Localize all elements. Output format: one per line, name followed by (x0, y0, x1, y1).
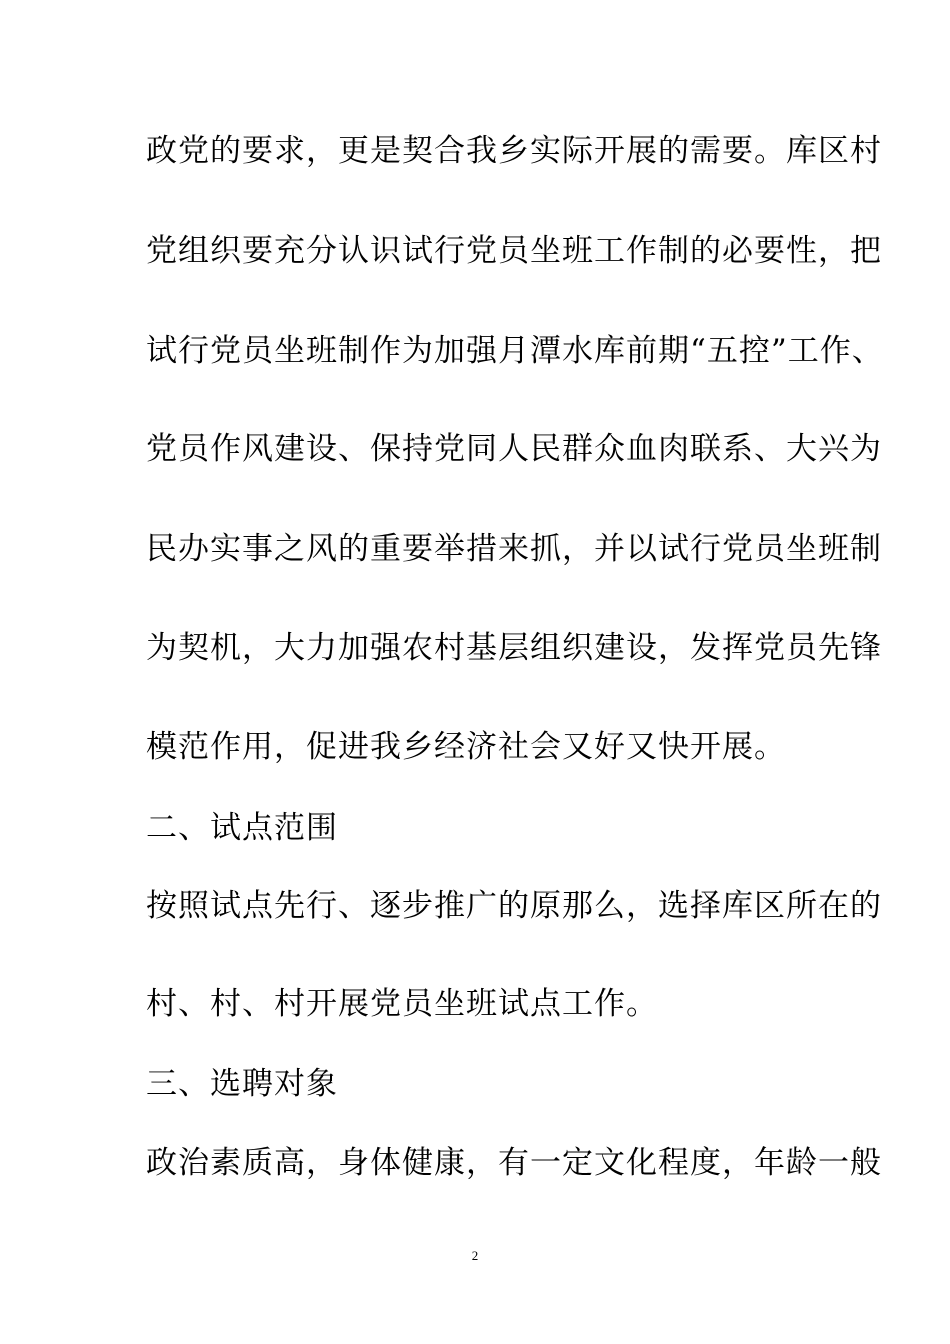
section-heading-selection: 三、选聘对象 (146, 1066, 338, 1102)
paragraph-line: 党组织要充分认识试行党员坐班工作制的必要性，把 (146, 233, 882, 269)
paragraph-line: 村、村、村开展党员坐班试点工作。 (146, 986, 658, 1022)
section-heading-scope: 二、试点范围 (146, 810, 338, 846)
paragraph-line: 按照试点先行、逐步推广的原那么，选择库区所在的 (146, 888, 882, 924)
paragraph-line: 民办实事之风的重要举措来抓，并以试行党员坐班制 (146, 531, 882, 567)
paragraph-line: 党员作风建设、保持党同人民群众血肉联系、大兴为 (146, 431, 882, 467)
page-number: 2 (471, 1248, 479, 1263)
paragraph-line: 政治素质高，身体健康，有一定文化程度，年龄一般 (146, 1145, 882, 1181)
paragraph-line: 模范作用，促进我乡经济社会又好又快开展。 (146, 729, 786, 765)
paragraph-line: 试行党员坐班制作为加强月潭水库前期“五控”工作、 (146, 333, 884, 369)
paragraph-line: 政党的要求，更是契合我乡实际开展的需要。库区村 (146, 133, 882, 169)
paragraph-line: 为契机，大力加强农村基层组织建设，发挥党员先锋 (146, 630, 882, 666)
